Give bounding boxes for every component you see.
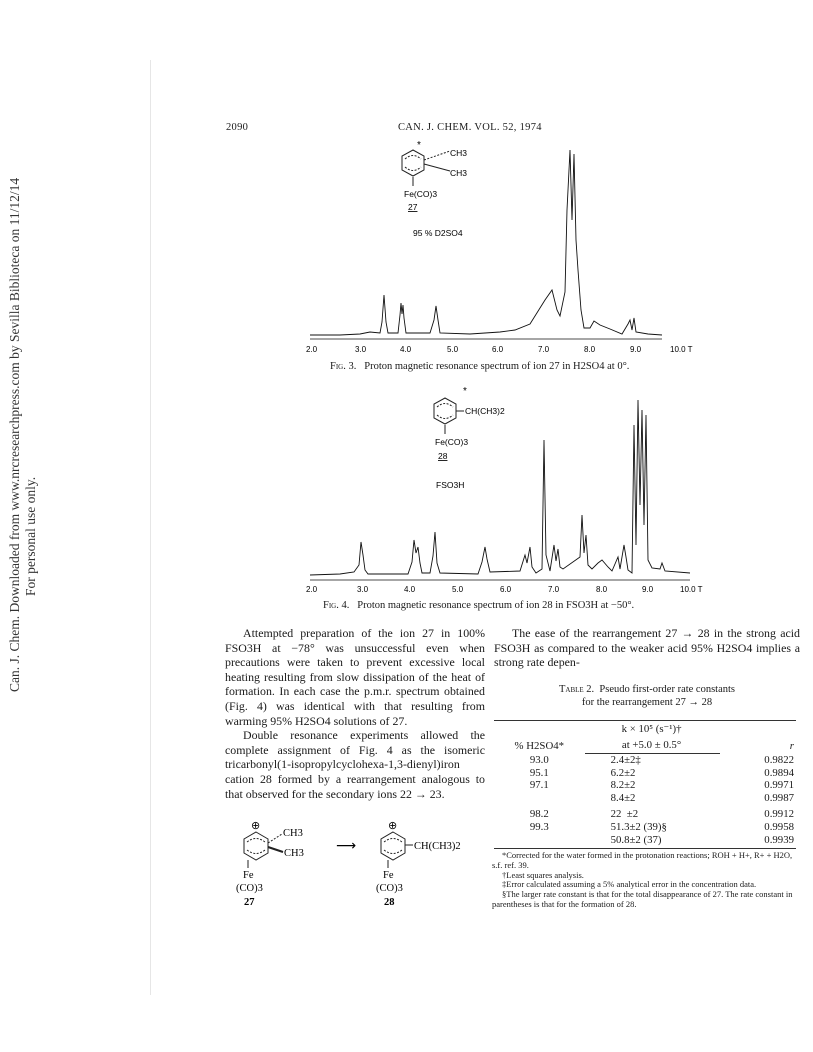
cell-acid (494, 792, 585, 805)
fig4-star: * (463, 386, 467, 397)
footnote-least-squares: †Least squares analysis. (502, 869, 584, 880)
download-watermark (3, 177, 43, 692)
cell-acid: 99.3 (529, 820, 549, 833)
scheme-27-ch3-bottom: CH3 (284, 848, 304, 859)
table-row (494, 834, 796, 849)
fig4-solvent: FSO3H (436, 480, 465, 490)
page-number: 2090 (226, 122, 249, 133)
fig4-tick-2: 4.0 (404, 585, 416, 594)
fig4-tick-5: 7.0 (548, 585, 560, 594)
fig4-tick-0: 2.0 (306, 585, 318, 594)
fig4-compound-number: 28 (438, 451, 448, 461)
paragraph-attempted-preparation: Attempted preparation of the ion 27 in 100% FSO3H at −78° was unsuccessful even when precautions were taken to prevent excessive local heating resulting from slow dissipation of the heat of formation. In each case the p.m.r. spectrum obtained (Fig. 4) was identical with that resulting from warming 95% H2SO4 solutions of 27. (225, 626, 485, 728)
scheme-compound-27 (236, 820, 304, 908)
fig3-tick-1: 3.0 (355, 345, 367, 354)
figure-4-structure (434, 386, 505, 490)
right-column (494, 626, 800, 670)
table-2 (494, 720, 796, 849)
margin-rule (150, 60, 151, 995)
scheme-27-fe: Fe (243, 870, 254, 881)
table-row (494, 804, 796, 821)
table-2-header-k: k × 10⁵ (s⁻¹)† (585, 721, 721, 738)
fig4-trace (310, 400, 690, 575)
fig3-tick-6: 8.0 (584, 345, 596, 354)
scheme-arrow: ⟶ (336, 838, 357, 854)
table-2-header-temp: at +5.0 ± 0.5° (585, 737, 721, 754)
cell-k: 2.4±2‡ (610, 754, 641, 766)
cell-k: 8.2±2 (610, 779, 636, 792)
table-row (494, 792, 796, 805)
cell-acid: 97.1 (529, 779, 549, 792)
table-2-header-acid: % H2SO4* (494, 721, 585, 754)
cell-k: 6.2±2 (610, 766, 636, 779)
scheme-28-co: (CO)3 (376, 883, 403, 894)
figure-3-caption (330, 361, 629, 372)
fig4-tick-3: 5.0 (452, 585, 464, 594)
fig3-ch3-bottom: CH3 (450, 168, 468, 178)
cell-r: 0.9822 (764, 753, 794, 766)
scheme-28-number: 28 (384, 897, 395, 908)
fig4-tick-8: 10.0 T (680, 585, 703, 594)
cell-r: 0.9939 (720, 834, 796, 849)
table-row (494, 821, 796, 834)
reaction-scheme (228, 818, 488, 918)
cell-acid (494, 834, 585, 849)
fig4-substituent: CH(CH3)2 (465, 406, 505, 416)
table-row (494, 767, 796, 780)
scheme-compound-28 (376, 820, 461, 908)
cell-k: 50.8±2 (37) (585, 834, 721, 849)
fig3-tick-2: 4.0 (400, 345, 412, 354)
cell-acid: 93.0 (529, 753, 549, 766)
fig3-tick-3: 5.0 (447, 345, 459, 354)
fig3-trace (310, 150, 662, 335)
scheme-27-charge: ⊕ (251, 820, 261, 832)
fig3-star: * (417, 140, 421, 151)
figure-4-spectrum (280, 385, 710, 600)
table-2-title-line2: for the rearrangement 27 → 28 (581, 697, 713, 708)
figure-4-caption-text: Proton magnetic resonance spectrum of ion 28 in FSO3H at −50°. (357, 600, 635, 611)
fig3-tick-4: 6.0 (492, 345, 504, 354)
scheme-28-substituent: CH(CH3)2 (414, 841, 461, 852)
figure-3-label: Fig. 3. (330, 361, 357, 372)
cell-k: 51.3±2 (39)§ (610, 820, 667, 833)
fig3-tick-8: 10.0 T (670, 345, 693, 354)
scheme-27-number: 27 (244, 897, 255, 908)
watermark-line-2: For personal use only. (23, 476, 38, 596)
fig3-tick-5: 7.0 (538, 345, 550, 354)
fig3-fe-label: Fe(CO)3 (404, 189, 438, 199)
table-2-label: Table 2. (558, 684, 595, 695)
fig3-axis-ticks (306, 345, 693, 354)
table-row (494, 779, 796, 792)
footnote-error: ‡Error calculated assuming a 5% analytical error in the concentration data. (502, 879, 757, 890)
fig4-tick-7: 9.0 (642, 585, 654, 594)
table-2-caption (492, 683, 802, 709)
figure-4-label: Fig. 4. (323, 600, 350, 611)
fig4-tick-1: 3.0 (357, 585, 369, 594)
cell-r: 0.9894 (764, 766, 794, 779)
paragraph-double-resonance: Double resonance experiments allowed the complete assignment of Fig. 4 as the isomeric tricarbonyl(1-isopropylcyclohexa-1,3-dienyl)iron cation 28 formed by a rearrangement analogous to that observed for the secondary ions 22 → 23. (225, 728, 485, 801)
fig3-solvent: 95 % D2SO4 (413, 228, 463, 238)
figure-4-caption (323, 600, 634, 611)
fig4-tick-6: 8.0 (596, 585, 608, 594)
footnote-corrected: *Corrected for the water formed in the protonation reactions; ROH + H+, R+ + H2O, s.f. ref. 39. (492, 850, 793, 870)
table-row (494, 754, 796, 767)
figure-3-caption-text: Proton magnetic resonance spectrum of ion 27 in H2SO4 at 0°. (364, 361, 630, 372)
cell-r: 0.9912 (764, 808, 794, 821)
table-2-title-line1: Pseudo first-order rate constants (599, 684, 736, 695)
fig3-compound-number: 27 (408, 202, 418, 212)
cell-acid: 98.2 (529, 808, 549, 821)
scheme-28-charge: ⊕ (388, 820, 398, 832)
figure-3-structure (402, 140, 467, 238)
fig3-ch3-top: CH3 (450, 148, 468, 158)
table-2-header-r: r (720, 721, 796, 754)
footnote-rate-constant: §The larger rate constant is that for the total disappearance of 27. The rate constant in parentheses is that for the formation of 28. (492, 889, 793, 909)
cell-k: 22 ±2 (610, 808, 639, 821)
watermark-line-1: Can. J. Chem. Downloaded from www.nrcresearchpress.com by Sevilla Biblioteca on 11/12/14 (7, 177, 22, 692)
cell-r: 0.9958 (764, 820, 794, 833)
running-head: CAN. J. CHEM. VOL. 52, 1974 (398, 122, 542, 133)
cell-r: 0.9987 (764, 791, 794, 804)
cell-r: 0.9971 (764, 779, 794, 792)
cell-k: 8.4±2 (610, 791, 636, 804)
fig3-tick-7: 9.0 (630, 345, 642, 354)
cell-acid: 95.1 (529, 766, 549, 779)
left-column (225, 626, 485, 801)
paragraph-rearrangement-ease: The ease of the rearrangement 27 → 28 in the strong acid FSO3H as compared to the weaker acid 95% H2SO4 implies a strong rate depen- (494, 626, 800, 670)
scheme-27-ch3-top: CH3 (283, 828, 303, 839)
fig4-fe-label: Fe(CO)3 (435, 437, 469, 447)
scheme-27-co: (CO)3 (236, 883, 263, 894)
fig3-tick-0: 2.0 (306, 345, 318, 354)
figure-3-spectrum (300, 140, 700, 370)
table-2-footnotes (492, 851, 802, 910)
scheme-28-fe: Fe (383, 870, 394, 881)
fig4-tick-4: 6.0 (500, 585, 512, 594)
fig4-axis-ticks (306, 585, 703, 594)
